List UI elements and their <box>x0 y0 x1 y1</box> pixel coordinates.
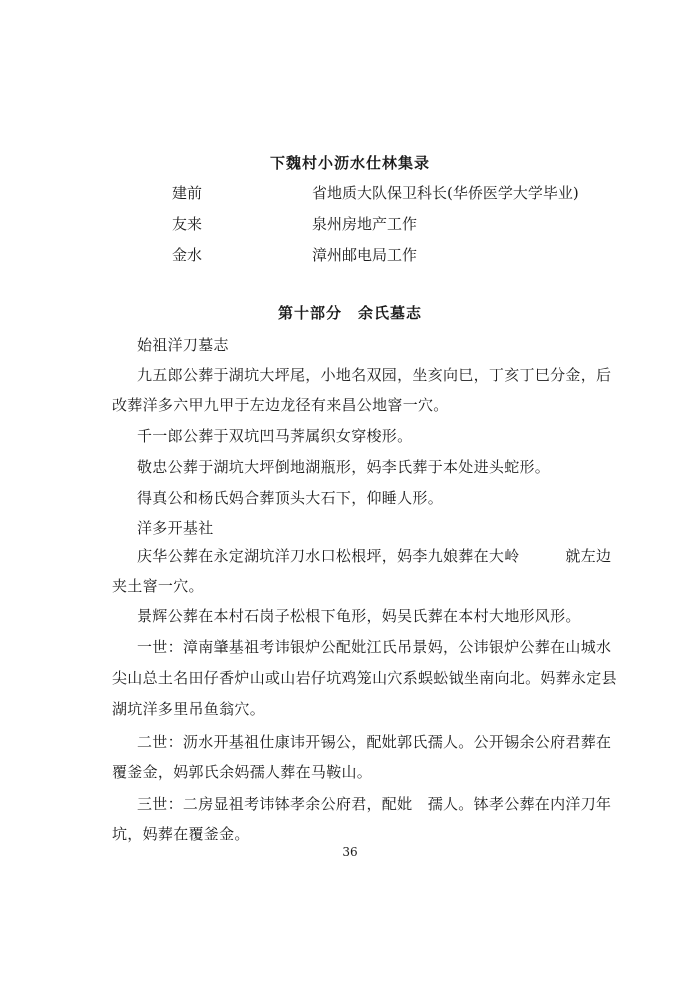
body-line: 湖坑洋多里吊鱼翁穴。 <box>112 700 266 718</box>
body-line: 得真公和杨氏妈合葬顶头大石下，仰睡人形。 <box>137 489 444 507</box>
body-line: 尖山总土名田仔香炉山或山岩仔坑鸡笼山穴系蜈蚣钺坐南向北。妈葬永定县 <box>112 669 617 687</box>
body-line: 千一郎公葬于双坑凹马荠属织女穿梭形。 <box>137 427 413 445</box>
body-line: 九五郎公葬于湖坑大坪尾，小地名双园，坐亥向巳，丁亥丁巳分金，后 <box>137 366 612 384</box>
staff-job: 漳州邮电局工作 <box>312 246 418 264</box>
section-title-tombs: 第十部分 余氏墓志 <box>277 304 422 322</box>
section-title-talents: 下魏村小沥水仕林集录 <box>269 154 430 172</box>
body-line: 三世：二房显祖考讳钵孝余公府君，配妣 孺人。钵孝公葬在内洋刀年 <box>137 795 612 813</box>
body-line: 庆华公葬在永定湖坑洋刀水口松根坪，妈李九娘葬在大岭 就左边 <box>137 547 612 565</box>
body-line: 夹土窨一穴。 <box>112 577 204 595</box>
staff-job: 省地质大队保卫科长(华侨医学大学毕业) <box>312 184 579 202</box>
staff-job: 泉州房地产工作 <box>312 215 418 233</box>
staff-name: 友来 <box>172 215 203 233</box>
body-line: 坑，妈葬在覆釜金。 <box>112 825 250 843</box>
body-line: 二世：沥水开基祖仕康讳开锡公，配妣郭氏孺人。公开锡余公府君葬在 <box>137 733 612 751</box>
body-line: 敬忠公葬于湖坑大坪倒地湖瓶形，妈李氏葬于本处进头蛇形。 <box>137 458 551 476</box>
body-line: 覆釜金，妈郭氏余妈孺人葬在马鞍山。 <box>112 763 373 781</box>
body-line: 景辉公葬在本村石岗子松根下龟形，妈吴氏葬在本村大地形风形。 <box>137 607 581 625</box>
body-line: 改葬洋多六甲九甲于左边龙径有来昌公地窨一穴。 <box>112 396 449 414</box>
staff-name: 建前 <box>172 184 203 202</box>
staff-row <box>0 182 700 206</box>
staff-name: 金水 <box>172 246 203 264</box>
staff-row <box>0 244 700 268</box>
body-line: 一世：漳南肇基祖考讳银炉公配妣江氏吊景妈，公讳银炉公葬在山城水 <box>137 638 612 656</box>
staff-row <box>0 213 700 237</box>
page-number: 36 <box>342 845 358 859</box>
body-line: 洋多开基社 <box>137 519 214 537</box>
body-line: 始祖洋刀墓志 <box>137 336 229 354</box>
